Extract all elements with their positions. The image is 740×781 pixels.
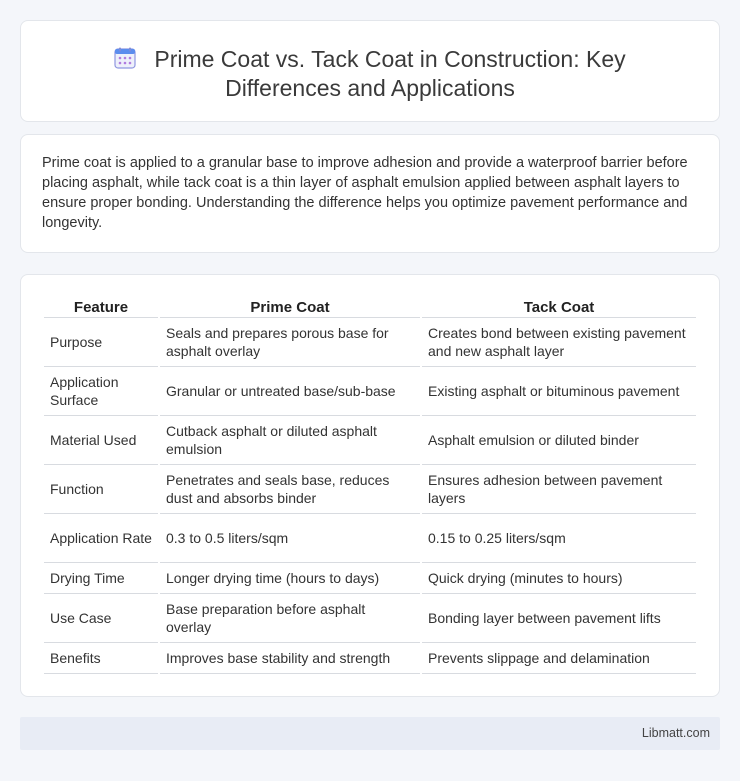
- prime-coat-cell: Granular or untreated base/sub-base: [160, 367, 420, 416]
- prime-coat-cell: Cutback asphalt or diluted asphalt emulsion: [160, 416, 420, 465]
- header-prime-coat: Prime Coat: [160, 297, 420, 318]
- tack-coat-cell: Ensures adhesion between pavement layers: [422, 465, 696, 514]
- feature-cell: Benefits: [44, 643, 158, 674]
- calendar-icon: [114, 47, 136, 69]
- tack-coat-cell: Existing asphalt or bituminous pavement: [422, 367, 696, 416]
- footer-bar: [20, 717, 720, 750]
- feature-cell: Use Case: [44, 594, 158, 643]
- table-row: [44, 563, 696, 594]
- table-row: [44, 643, 696, 674]
- prime-coat-cell: 0.3 to 0.5 liters/sqm: [160, 514, 420, 563]
- header-tack-coat: Tack Coat: [422, 297, 696, 318]
- prime-coat-cell: Longer drying time (hours to days): [160, 563, 420, 594]
- table-header-row: [44, 297, 696, 318]
- title-line-2: Differences and Applications: [225, 75, 515, 101]
- header-feature: Feature: [44, 297, 158, 318]
- tack-coat-cell: Quick drying (minutes to hours): [422, 563, 696, 594]
- comparison-table: [42, 297, 698, 674]
- intro-card: [20, 134, 720, 253]
- prime-coat-cell: Seals and prepares porous base for asphalt overlay: [160, 318, 420, 367]
- feature-cell: Material Used: [44, 416, 158, 465]
- table-row: [44, 465, 696, 514]
- table-row: [44, 367, 696, 416]
- prime-coat-cell: Base preparation before asphalt overlay: [160, 594, 420, 643]
- table-row: [44, 514, 696, 563]
- footer-brand-link[interactable]: Libmatt.com: [641, 726, 710, 740]
- comparison-card: [20, 274, 720, 697]
- tack-coat-cell: 0.15 to 0.25 liters/sqm: [422, 514, 696, 563]
- feature-cell: Application Rate: [44, 514, 158, 563]
- feature-cell: Drying Time: [44, 563, 158, 594]
- title-card: [20, 20, 720, 122]
- tack-coat-cell: Asphalt emulsion or diluted binder: [422, 416, 696, 465]
- title-line-1: Prime Coat vs. Tack Coat in Construction: Key: [154, 46, 626, 72]
- prime-coat-cell: Penetrates and seals base, reduces dust and absorbs binder: [160, 465, 420, 514]
- page-title: [21, 45, 719, 103]
- table-row: [44, 594, 696, 643]
- feature-cell: Application Surface: [44, 367, 158, 416]
- tack-coat-cell: Prevents slippage and delamination: [422, 643, 696, 674]
- table-row: [44, 318, 696, 367]
- tack-coat-cell: Bonding layer between pavement lifts: [422, 594, 696, 643]
- intro-paragraph: Prime coat is applied to a granular base to improve adhesion and provide a waterproof barrier before placing asphalt, while tack coat is a thin layer of asphalt emulsion applied between asphalt layers to ensure proper bonding. Understanding the difference helps you optimize pavement performance and longevity.: [42, 155, 688, 231]
- table-row: [44, 416, 696, 465]
- prime-coat-cell: Improves base stability and strength: [160, 643, 420, 674]
- tack-coat-cell: Creates bond between existing pavement and new asphalt layer: [422, 318, 696, 367]
- feature-cell: Purpose: [44, 318, 158, 367]
- feature-cell: Function: [44, 465, 158, 514]
